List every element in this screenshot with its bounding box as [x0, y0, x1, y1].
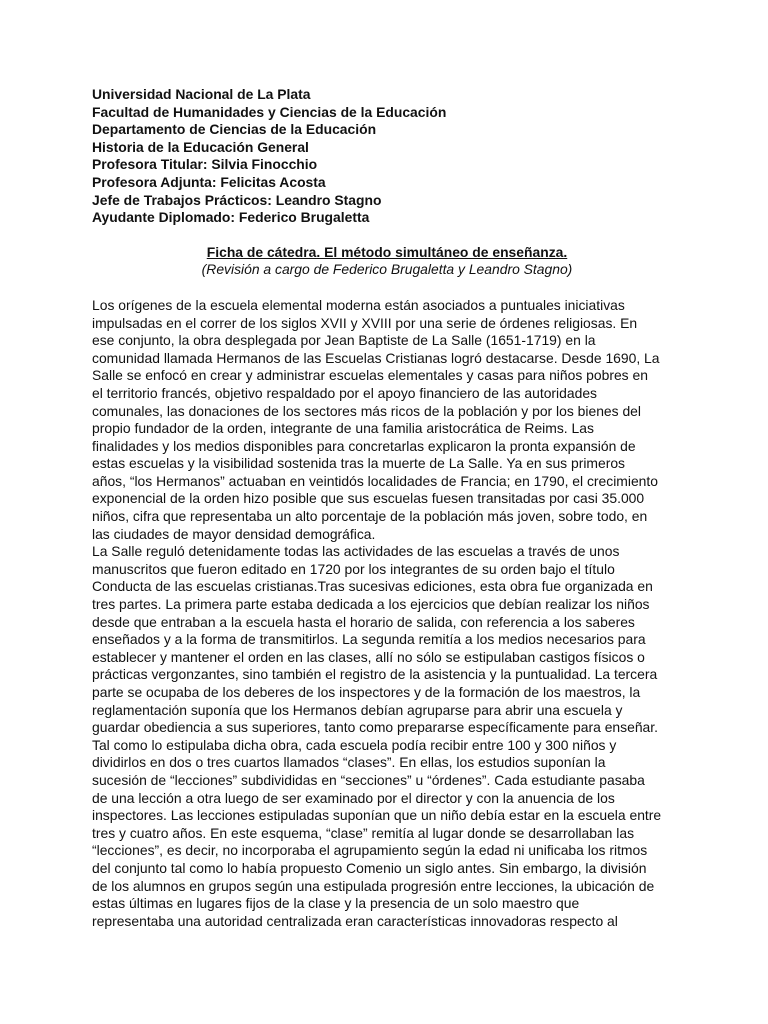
body-line: prácticas vergonzantes, sino también el registro de la asistencia y la puntualidad. La tercera [92, 666, 658, 683]
body-line: desde que entraban a la escuela hasta el horario de salida, con referencia a los saberes [92, 613, 635, 630]
body-line: Conducta de las escuelas cristianas.Tras sucesivas ediciones, esta obra fue organizada en [92, 578, 653, 595]
body-line: La Salle reguló detenidamente todas las actividades de las escuelas a través de unos [92, 543, 620, 560]
body-line: ese conjunto, la obra desplegada por Jean Baptiste de La Salle (1651-1719) en la [92, 332, 596, 349]
institution-header [92, 86, 682, 227]
body-line: las ciudades de mayor densidad demográfica. [92, 525, 376, 542]
document-subtitle: (Revisión a cargo de Federico Brugaletta y Leandro Stagno) [201, 261, 573, 278]
body-line: propio fundador de la orden, integrante de una familia aristocrática de Reims. Las [92, 420, 594, 437]
body-line: Tal como lo estipulaba dicha obra, cada escuela podía recibir entre 100 y 300 niños y [92, 736, 617, 753]
body-line: de los alumnos en grupos según una estipulada progresión entre lecciones, la ubicación de [92, 877, 655, 894]
body-line: enseñados y a la forma de transmitirlos. La segunda remitía a los medios necesarios para [92, 631, 646, 648]
body-line: tres partes. La primera parte estaba dedicada a los ejercicios que debían realizar los niños [92, 596, 650, 613]
body-line: estas últimas en lugares fijos de la clase y la presencia de un solo maestro que [92, 895, 580, 912]
body-line: comunales, las donaciones de los sectores más ricos de la población y por los bienes del [92, 402, 641, 419]
header-line: Departamento de Ciencias de la Educación [92, 121, 377, 138]
body-line: exponencial de la orden hizo posible que sus escuelas fuesen transitadas por casi 35.000 [92, 490, 645, 507]
body-line: inspectores. Las lecciones estipuladas suponían que un niño debía estar en la escuela entre [92, 807, 662, 824]
body-line: finalidades y los medios disponibles para concretarlas explicaron la pronta expansión de [92, 437, 636, 454]
document-page [92, 86, 682, 930]
body-line: parte se ocupaba de los deberes de los inspectores y de la formación de los maestros, la [92, 684, 641, 700]
header-line: Universidad Nacional de La Plata [92, 86, 311, 102]
body-line: representaba una autoridad centralizada eran características innovadoras respecto al [92, 912, 618, 929]
body-line: tres y cuatro años. En este esquema, “clase” remitía al lugar donde se desarrollaban las [92, 824, 635, 841]
body-line: “lecciones”, es decir, no incorporaba el agrupamiento según la edad ni unificaba los ritmos [92, 842, 648, 859]
body-line: guardar obediencia a sus superiores, tanto como prepararse específicamente para enseñar. [92, 719, 658, 736]
header-line: Jefe de Trabajos Prácticos: Leandro Stagno [92, 191, 382, 208]
document-title: Ficha de cátedra. El método simultáneo de enseñanza. [206, 243, 568, 260]
body-line: el territorio francés, objetivo respaldado por el apoyo financiero de las autoridades [92, 384, 597, 401]
header-line: Profesora Adjunta: Felicitas Acosta [92, 173, 326, 190]
body-line: niños, cifra que representaba un alto porcentaje de la población más joven, sobre todo, en [92, 508, 648, 525]
body-line: impulsadas en el correr de los siglos XVII y XVIII por una serie de órdenes religiosas. En [92, 314, 638, 331]
body-line: reglamentación suponía que los Hermanos debían agruparse para abrir una escuela y [92, 701, 623, 718]
body-line: de una lección a otra luego de ser examinado por el director y con la anuencia de los [92, 789, 615, 806]
body-line: Los orígenes de la escuela elemental moderna están asociados a puntuales iniciativas [92, 296, 625, 313]
header-line: Profesora Titular: Silvia Finocchio [92, 156, 318, 173]
body-line: estas escuelas y la visibilidad sostenida tras la muerte de La Salle. Ya en sus primeros [92, 455, 626, 472]
body-text [92, 297, 682, 930]
body-line: Salle se enfocó en crear y administrar escuelas elementales y casas para niños pobres en [92, 367, 648, 384]
body-line: sucesión de “lecciones” subdivididas en “secciones” u “órdenes”. Cada estudiante pasaba [92, 771, 645, 788]
body-line: del conjunto tal como lo había propuesto Comenio un siglo antes. Sin embargo, la división [92, 859, 647, 876]
header-line: Ayudante Diplomado: Federico Brugaletta [92, 209, 370, 226]
header-line: Facultad de Humanidades y Ciencias de la Educación [92, 103, 447, 120]
header-line: Historia de la Educación General [92, 138, 309, 155]
body-line: dividirlos en dos o tres cuartos llamados “clases”. En ellas, los estudios suponían la [92, 754, 606, 771]
body-line: establecer y mantener el orden en las clases, allí no sólo se estipulaban castigos físicos o [92, 648, 645, 665]
body-line: comunidad llamada Hermanos de las Escuelas Cristianas logró destacarse. Desde 1690, La [92, 349, 660, 366]
body-line: años, “los Hermanos” actuaban en veintidós localidades de Francia; en 1790, el crecimiento [92, 472, 658, 489]
body-line: manuscritos que fueron editado en 1720 por los integrantes de su orden bajo el título [92, 560, 615, 577]
